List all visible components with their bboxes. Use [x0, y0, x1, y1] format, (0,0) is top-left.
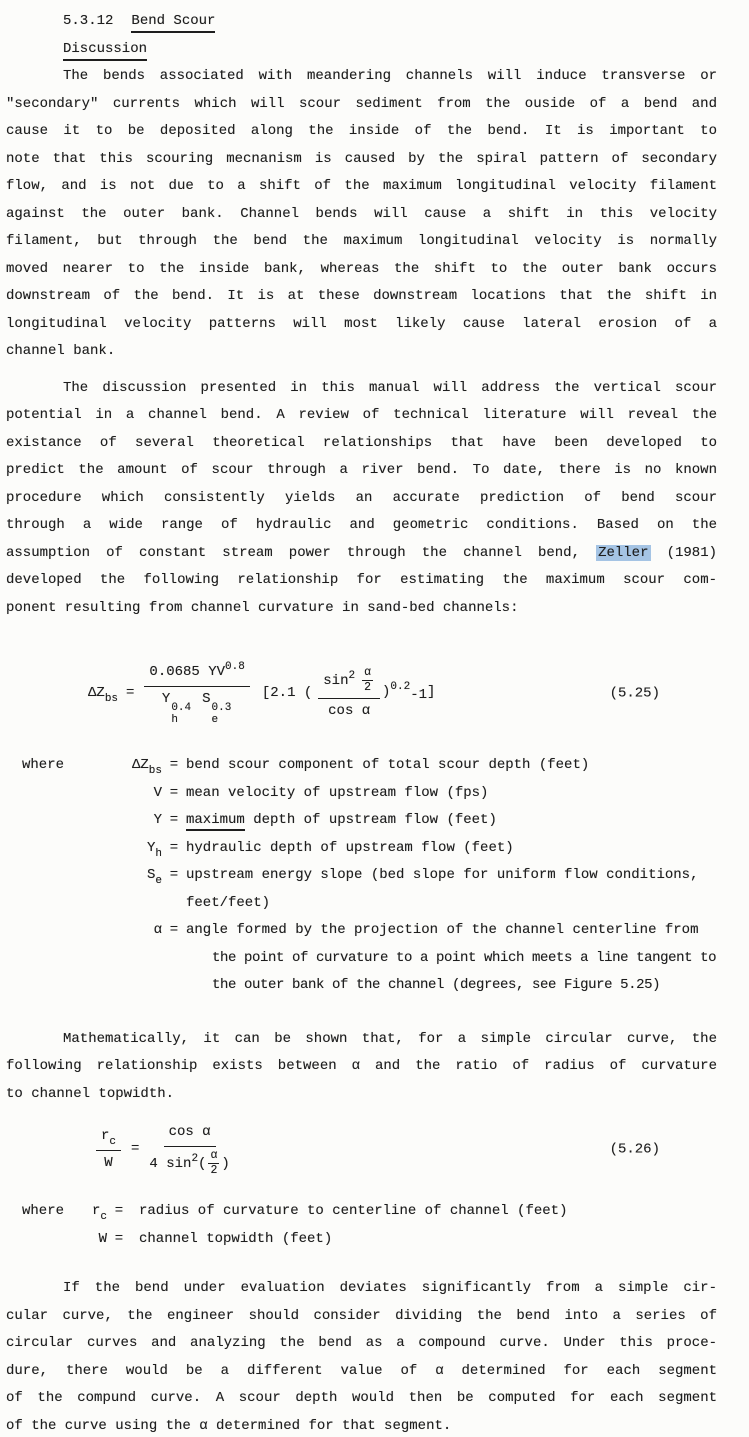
text-line: [6, 228, 717, 256]
text-segment: predict the amount of scour through a river bend. To date, there is no known: [6, 462, 717, 478]
variable-definition: [131, 1198, 717, 1226]
variable-definition: [186, 917, 717, 945]
equation-lhs: $\Delta Z_{bs}$: [88, 685, 119, 706]
definition-row: [6, 917, 717, 945]
variable-symbol: Y: [153, 812, 162, 828]
text-segment: The bends associated with meandering channels will induce transverse or: [63, 68, 717, 84]
text-line: [6, 311, 717, 339]
equals-sign: =: [114, 1203, 124, 1219]
equation-5-25: [6, 648, 717, 740]
section-number: 5.3.12: [63, 13, 114, 29]
bracket-close-group: )$^{0.2}$-1]: [382, 680, 436, 703]
text-segment: to channel topwidth.: [6, 1085, 175, 1102]
text-line: [6, 1413, 717, 1437]
variable-symbol: $Y_h$: [146, 839, 162, 860]
text-segment: channel topwidth (feet): [139, 1230, 333, 1247]
inner-fraction: $\sin^2$ $\frac{\alpha}{2}$ cos α: [318, 668, 380, 720]
equation-number: (5.26): [609, 1141, 660, 1158]
text-line: [6, 1385, 717, 1413]
text-segment: of the curve using the α determined for that segment.: [6, 1417, 452, 1434]
text-segment: circular curves and analyzing the bend as a compound curve. Under this proce-: [6, 1335, 717, 1351]
text-segment: note that this scouring mecnanism is caused by the spiral pattern of secondary: [6, 150, 717, 167]
text-line: [6, 173, 717, 201]
variable-symbol: $r_c$: [91, 1203, 107, 1223]
text-segment: mean velocity of upstream flow (fps): [186, 784, 489, 801]
equals-sign: =: [131, 1141, 140, 1158]
text-segment: cular curve, the engineer should consider dividing the bend into a series of: [6, 1307, 717, 1324]
definition-row: [6, 945, 717, 973]
equals-sign: =: [169, 867, 179, 883]
variable-definition: [186, 780, 717, 808]
where-block-5-26: [6, 1198, 717, 1253]
text-segment: moved nearer to the inside bank, whereas the shift to the outer bank occurs: [6, 260, 717, 277]
text-segment: through a wide range of hydraulic and geometric conditions. Based on the: [6, 517, 717, 533]
text-line: [6, 1053, 717, 1081]
text-line: [6, 256, 717, 284]
paragraph-3: [6, 1026, 717, 1109]
where-label: where: [22, 757, 65, 773]
variable-definition: [186, 890, 717, 918]
text-line: [6, 1358, 717, 1386]
text-segment: existance of several theoretical relationships that have been developed to: [6, 434, 717, 451]
text-line: [6, 457, 717, 485]
text-segment: longitudinal velocity patterns will most likely cause lateral erosion of a: [6, 315, 717, 332]
text-line: [6, 1275, 717, 1303]
variable-definition: [186, 752, 717, 780]
where-block-5-25: [6, 752, 717, 1000]
equation-body: [94, 1124, 232, 1176]
text-line: [6, 201, 717, 229]
highlighted-text: Zeller: [598, 544, 649, 561]
text-line: [6, 540, 717, 568]
text-segment: against the outer bank. Channel bends will cause a shift in this velocity: [6, 205, 717, 222]
text-line: [6, 402, 717, 430]
definition-row: [6, 1226, 717, 1254]
text-segment: hydraulic depth of upstream flow (feet): [186, 839, 514, 856]
variable-symbol: W: [98, 1230, 107, 1247]
text-segment: filament, but through the bend the maximum longitudinal velocity is normally: [6, 233, 717, 249]
subsection-title: Discussion: [63, 41, 147, 61]
text-segment: upstream energy slope (bed slope for uniform flow conditions,: [186, 867, 699, 883]
text-segment: depth of upstream flow (feet): [244, 812, 497, 828]
text-segment: flow, and is not due to a shift of the maximum longitudinal velocity filament: [6, 178, 717, 194]
where-label: where: [22, 1203, 65, 1219]
variable-definition: [186, 972, 717, 1000]
text-segment: Mathematically, it can be shown that, for a simple circular curve, the: [63, 1030, 717, 1047]
text-segment: angle formed by the projection of the channel centerline from: [186, 922, 699, 938]
text-segment: following relationship exists between α and the ratio of radius of curvature: [6, 1058, 717, 1074]
bracket-open: [2.1 (: [261, 685, 313, 702]
text-line: [6, 567, 717, 595]
text-line: [6, 118, 717, 146]
variable-definition: [186, 945, 717, 973]
rhs-fraction: cos α 4 $\sin^2$( $\frac{\alpha}{2}$ ): [149, 1124, 230, 1177]
text-segment: (1981): [650, 544, 717, 561]
text-line: [6, 1026, 717, 1054]
definition-row: [6, 752, 717, 780]
text-segment: The discussion presented in this manual will address the vertical scour: [63, 379, 717, 396]
text-segment: cause it to be deposited along the inside of the bend. It is important to: [6, 123, 717, 139]
text-segment: If the bend under evaluation deviates significantly from a simple cir-: [63, 1280, 717, 1296]
text-line: [6, 512, 717, 540]
section-title: Bend Scour: [131, 13, 215, 33]
text-line: [6, 63, 717, 91]
text-segment: channel bank.: [6, 343, 116, 359]
equals-sign: =: [169, 757, 179, 773]
variable-definition: [186, 862, 717, 890]
definition-row: [6, 835, 717, 863]
text-segment: of the compund curve. A scour depth would then be computed for each segment: [6, 1390, 717, 1406]
text-segment: feet/feet): [186, 894, 271, 911]
text-segment: radius of curvature to centerline of channel (feet): [139, 1203, 568, 1219]
variable-symbol: $\Delta Z_{bs}$: [131, 757, 162, 777]
definition-row: [6, 890, 717, 918]
text-segment: "secondary" currents which will scour sediment from the ouside of a bend and: [6, 95, 717, 112]
text-line: [6, 595, 717, 623]
equation-body: [88, 660, 436, 726]
text-line: [6, 1303, 717, 1331]
main-fraction: 0.0685 $YV^{0.8}$ Y 0.4 h S 0.3 e: [144, 664, 249, 725]
equation-5-26: [6, 1110, 717, 1190]
text-segment: downstream of the bend. It is at these downstream locations that the shift in: [6, 288, 717, 304]
variable-symbol: V: [153, 784, 162, 801]
text-line: [6, 1330, 717, 1358]
equals-sign: =: [169, 812, 179, 828]
equals-sign: =: [169, 839, 179, 856]
definition-row: [6, 780, 717, 808]
lhs-fraction: $\frac{r_c}{W}$: [96, 1128, 121, 1172]
text-line: [6, 283, 717, 311]
equals-sign: =: [169, 784, 179, 801]
variable-definition: [186, 807, 717, 835]
text-segment: developed the following relationship for estimating the maximum scour com-: [6, 572, 717, 588]
subsection-heading: [6, 36, 717, 64]
text-line: [6, 485, 717, 513]
equals-sign: =: [114, 1230, 124, 1247]
paragraph-4: [6, 1275, 717, 1437]
text-segment: the outer bank of the channel (degrees, see Figure 5.25): [212, 977, 661, 993]
text-line: [6, 91, 717, 119]
text-line: [6, 338, 717, 366]
variable-definition: [131, 1226, 717, 1254]
text-line: [6, 146, 717, 174]
equation-number: (5.25): [609, 685, 660, 702]
definition-row: [6, 807, 717, 835]
definition-row: [6, 972, 717, 1000]
variable-symbol: α: [153, 922, 162, 938]
underlined-text: maximum: [186, 812, 245, 831]
section-heading: [6, 8, 717, 36]
text-line: [6, 430, 717, 458]
text-segment: assumption of constant stream power through the channel bend,: [6, 544, 597, 561]
equals-sign: =: [126, 685, 135, 702]
text-segment: procedure which consistently yields an accurate prediction of bend scour: [6, 489, 717, 506]
paragraph-2: [6, 375, 717, 623]
definition-row: [6, 1198, 717, 1226]
text-segment: ponent resulting from channel curvature in sand-bed channels:: [6, 599, 519, 616]
text-line: [6, 375, 717, 403]
text-line: [6, 1081, 717, 1109]
equals-sign: =: [169, 922, 179, 938]
text-segment: potential in a channel bend. A review of technical literature will reveal the: [6, 407, 717, 423]
text-segment: the point of curvature to a point which meets a line tangent to: [212, 949, 717, 966]
text-segment: dure, there would be a different value of α determined for each segment: [6, 1362, 717, 1379]
text-segment: bend scour component of total scour depth (feet): [186, 757, 590, 773]
paragraph-1: [6, 63, 717, 366]
variable-symbol: $S_e$: [146, 867, 162, 887]
definition-row: [6, 862, 717, 890]
variable-definition: [186, 835, 717, 863]
